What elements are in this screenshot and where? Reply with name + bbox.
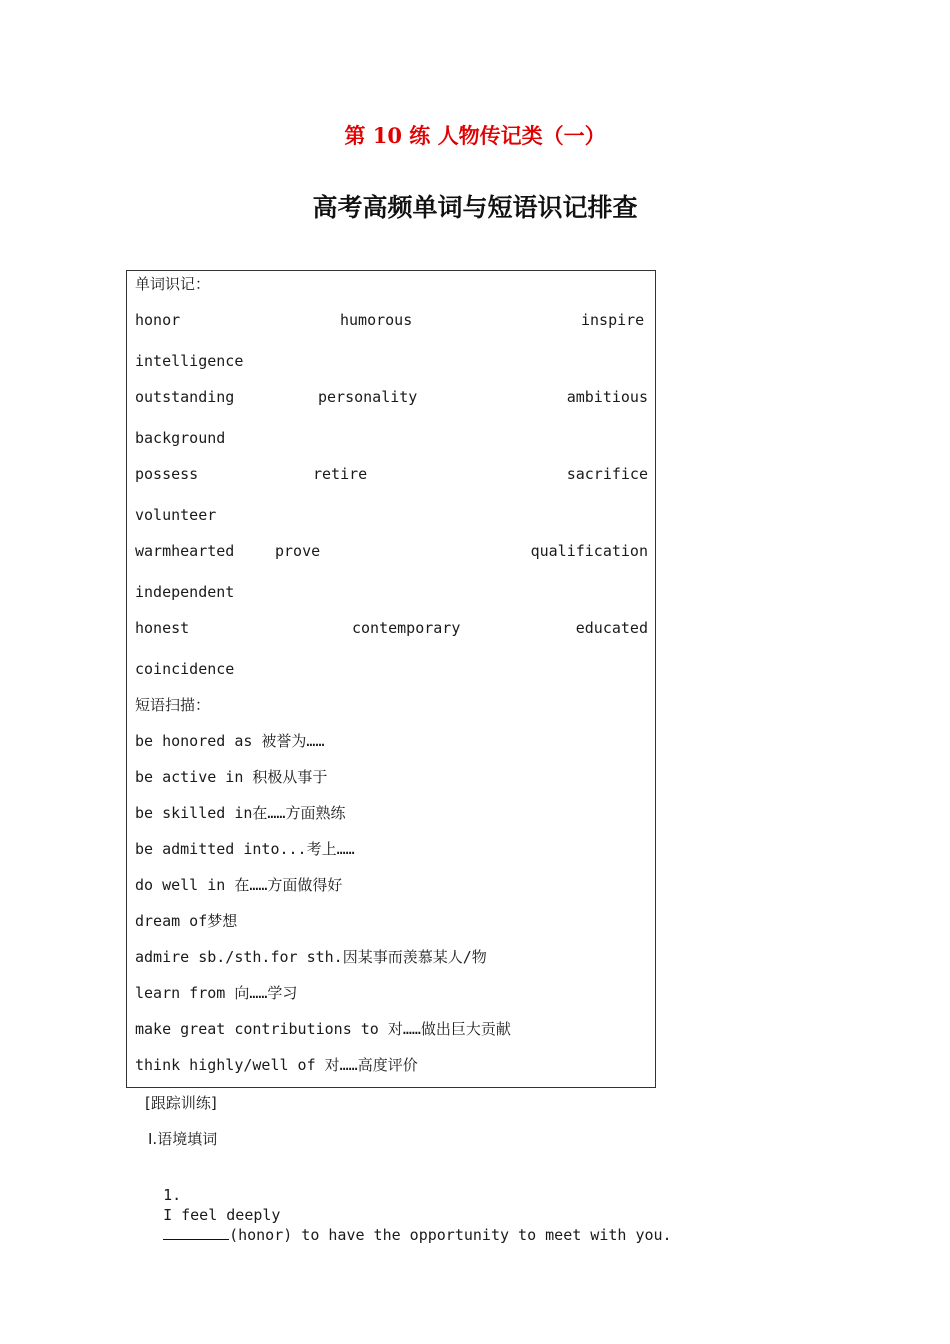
phrase-item: be honored as 被誉为…… [135, 732, 325, 750]
section-label: [跟踪训练] [145, 1094, 217, 1112]
question-text-before: I feel deeply [163, 1206, 281, 1224]
word-item: background [135, 429, 226, 447]
words-heading: 单词识记： [135, 275, 211, 293]
word-item: possess [135, 465, 199, 483]
phrases-heading: 短语扫描： [135, 696, 211, 714]
word-item: independent [135, 583, 235, 601]
word-item: outstanding [135, 388, 235, 406]
phrase-item: do well in 在……方面做得好 [135, 876, 343, 894]
phrase-item: admire sb./sth.for sth.因某事而羡慕某人/物 [135, 948, 487, 966]
word-item: personality [318, 388, 418, 406]
word-item: qualification [530, 542, 648, 560]
word-item: coincidence [135, 660, 235, 678]
phrase-item: think highly/well of 对……高度评价 [135, 1056, 418, 1074]
phrase-item: be admitted into...考上…… [135, 840, 355, 858]
word-item: prove [275, 542, 321, 560]
word-item: educated [575, 619, 648, 637]
word-item: retire [313, 465, 368, 483]
word-item: honest [135, 619, 190, 637]
word-item: contemporary [352, 619, 461, 637]
phrase-item: learn from 向……学习 [135, 984, 298, 1002]
question-number: 1. [163, 1186, 182, 1204]
word-item: warmhearted [135, 542, 235, 560]
word-item: inspire [581, 311, 645, 329]
word-item: honor [135, 311, 181, 329]
question-text-after: (honor) to have the opportunity to meet with you. [229, 1226, 672, 1244]
main-title: 高考高频单词与短语识记排查 [312, 193, 638, 222]
answer-blank[interactable] [163, 1225, 229, 1240]
question-1 [145, 1165, 672, 1245]
word-item: sacrifice [566, 465, 648, 483]
word-item: volunteer [135, 506, 217, 524]
word-item: ambitious [566, 388, 648, 406]
phrase-item: dream of梦想 [135, 912, 238, 930]
phrase-item: be skilled in在……方面熟练 [135, 804, 346, 822]
word-item: humorous [340, 311, 413, 329]
phrase-item: be active in 积极从事于 [135, 768, 328, 786]
word-item: intelligence [135, 352, 244, 370]
lesson-title: 第 10 练 人物传记类（一） [344, 123, 606, 148]
phrase-item: make great contributions to 对……做出巨大贡献 [135, 1020, 511, 1038]
part-label: Ⅰ.语境填词 [148, 1130, 218, 1148]
